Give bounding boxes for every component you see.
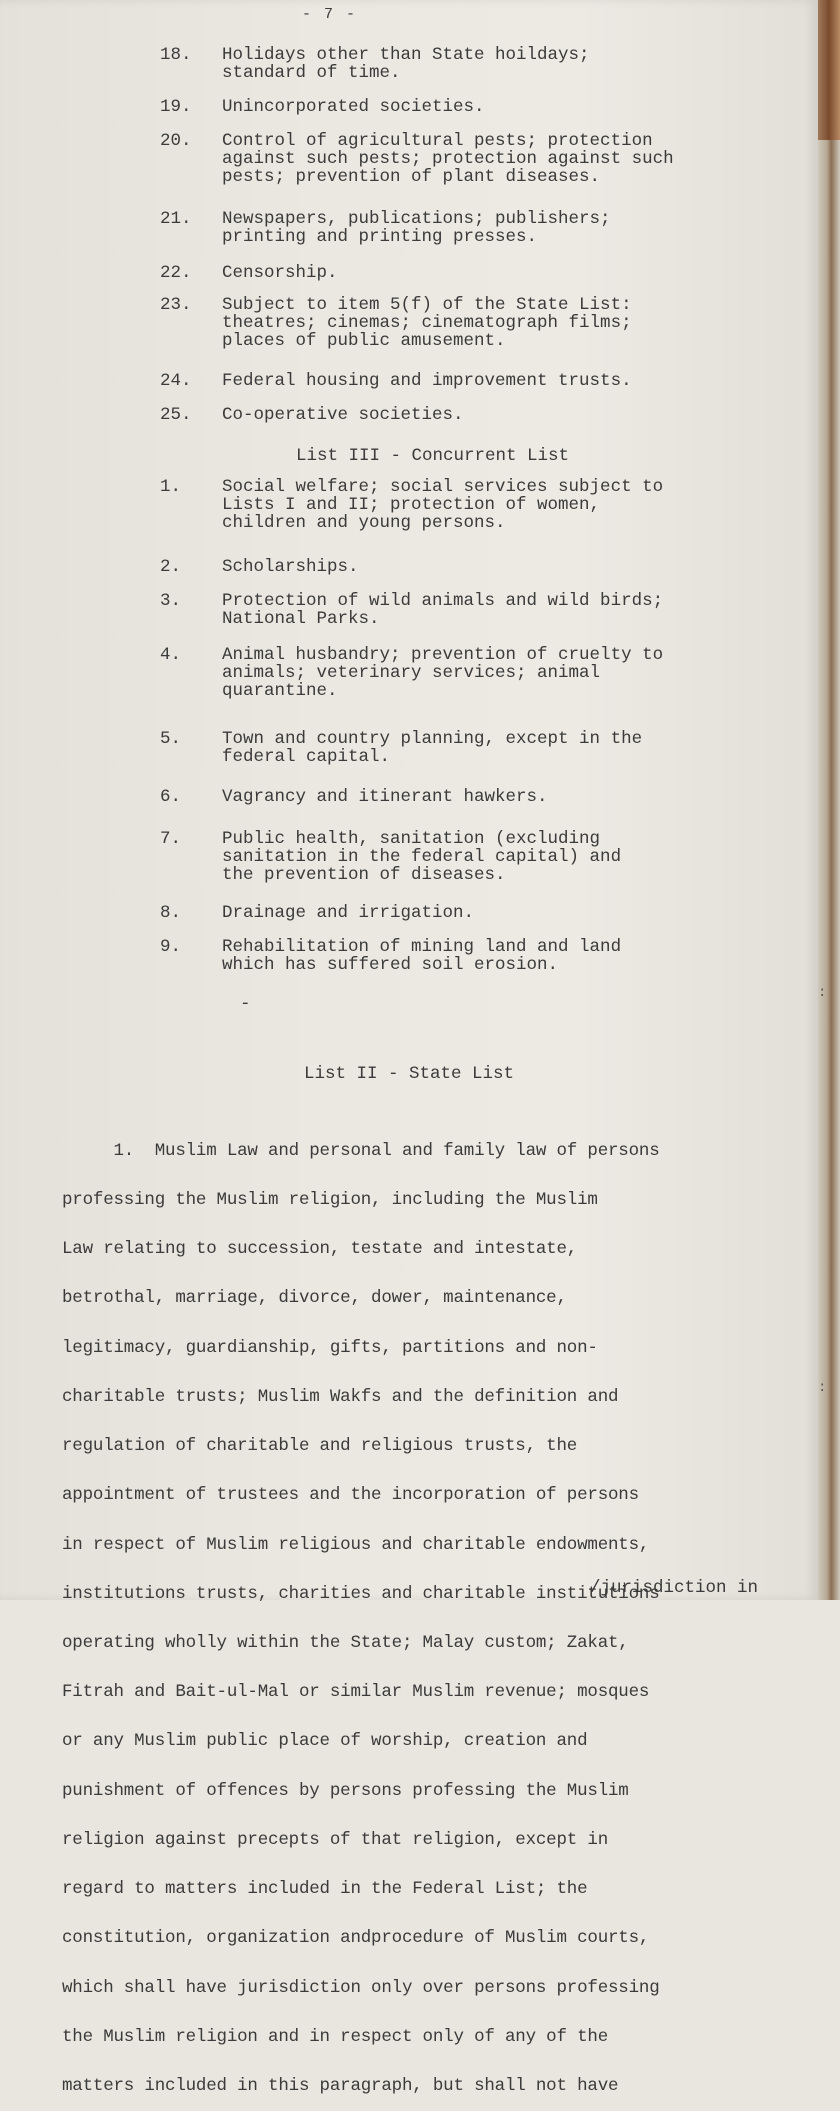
catchword: /jurisdiction in [590,1578,759,1598]
binding-mark: : [818,985,827,1001]
page-edge-binding [818,0,840,140]
state-list-paragraph: 1. Muslim Law and personal and family law of persons professing the Muslim religion, including the Muslim Law relating to succession, testate and intestate, betrothal, marriage, divorce, dower, maintenance, legitimacy, guardianship, gifts, partitions and non- charitable trusts; Muslim Wakfs and the definition and regulation of charitable and religious trusts, the appointment of trustees and the incorporation of persons in respect of Muslim religious and charitable endowments, institutions trusts, charities and charitable institutions operating wholly within the State; Malay custom; Zakat, Fitrah and Bait-ul-Mal or similar Muslim revenue; mosques or any Muslim public place of worship, creation and punishment of offences by persons professing the Muslim religion against precepts of that religion, except in regard to matters included in the Federal List; the constitution, organization andprocedure of Muslim courts, which shall have jurisdiction only over persons professing the Muslim religion and in respect only of any of the matters included in this paragraph, but shall not have [62,1140,660,2096]
page-number: - 7 - [302,6,358,23]
page-edge [818,0,840,1600]
concurrent-list-heading: List III - Concurrent List [296,446,570,466]
binding-mark: : [818,1380,827,1396]
separator-dash: - [240,994,251,1014]
state-list-heading: List II - State List [304,1064,515,1084]
